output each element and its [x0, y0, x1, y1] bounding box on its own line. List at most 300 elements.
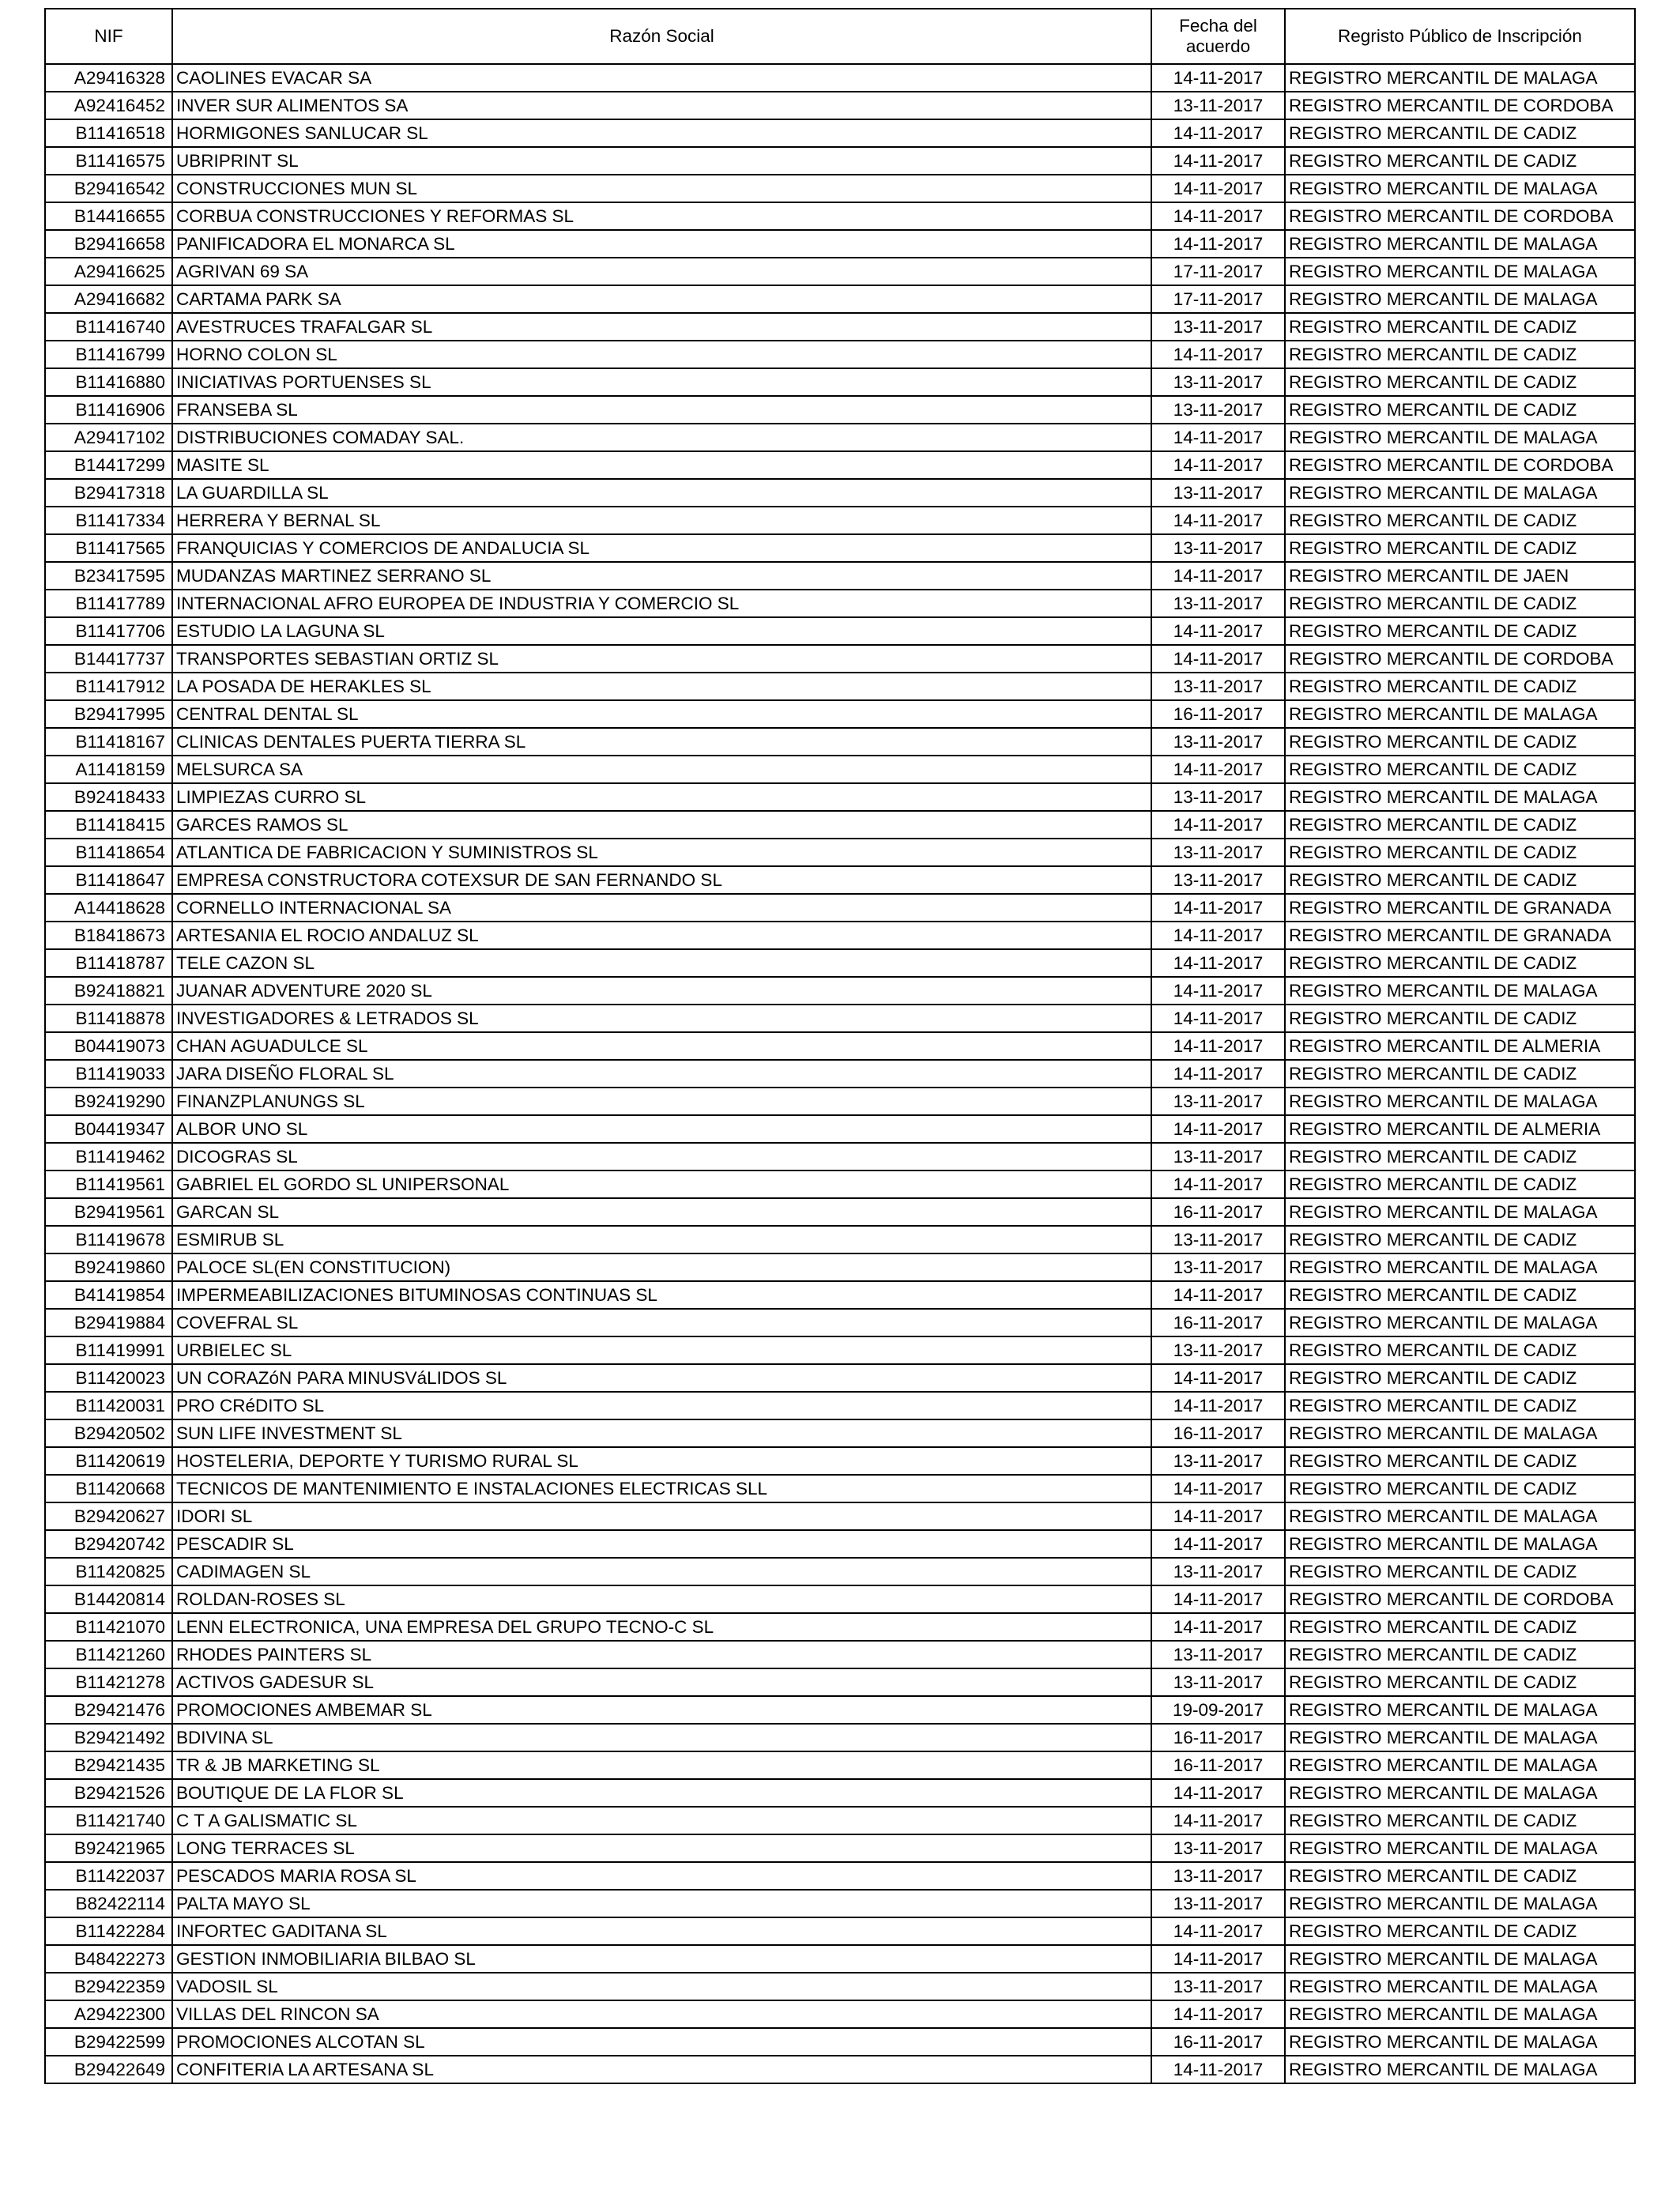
cell-razon-social: PROMOCIONES ALCOTAN SL: [172, 2028, 1151, 2056]
cell-registro: REGISTRO MERCANTIL DE MALAGA: [1285, 977, 1635, 1005]
cell-razon-social: INVER SUR ALIMENTOS SA: [172, 92, 1151, 119]
cell-fecha: 13-11-2017: [1151, 1226, 1285, 1253]
cell-nif: B11420619: [45, 1447, 172, 1475]
cell-fecha: 13-11-2017: [1151, 1447, 1285, 1475]
cell-nif: B11421070: [45, 1613, 172, 1641]
table-row: [45, 396, 1635, 424]
table-row: [45, 202, 1635, 230]
cell-nif: B29421526: [45, 1779, 172, 1807]
table-row: [45, 1364, 1635, 1392]
cell-fecha: 14-11-2017: [1151, 811, 1285, 839]
cell-nif: A29417102: [45, 424, 172, 451]
cell-nif: B92419860: [45, 1253, 172, 1281]
cell-fecha: 13-11-2017: [1151, 783, 1285, 811]
header-nif: NIF: [45, 9, 172, 64]
cell-registro: REGISTRO MERCANTIL DE CADIZ: [1285, 1226, 1635, 1253]
cell-nif: B11421740: [45, 1807, 172, 1834]
table-row: [45, 1171, 1635, 1198]
cell-registro: REGISTRO MERCANTIL DE MALAGA: [1285, 1973, 1635, 2000]
cell-fecha: 14-11-2017: [1151, 1171, 1285, 1198]
cell-registro: REGISTRO MERCANTIL DE CADIZ: [1285, 534, 1635, 562]
table-row: [45, 64, 1635, 92]
table-row: [45, 1060, 1635, 1088]
table-row: [45, 1917, 1635, 1945]
table-row: [45, 1281, 1635, 1309]
cell-nif: B29416542: [45, 175, 172, 202]
cell-nif: B82422114: [45, 1890, 172, 1917]
cell-razon-social: CONFITERIA LA ARTESANA SL: [172, 2056, 1151, 2083]
cell-fecha: 14-11-2017: [1151, 1392, 1285, 1419]
cell-razon-social: PESCADIR SL: [172, 1530, 1151, 1558]
cell-razon-social: GARCES RAMOS SL: [172, 811, 1151, 839]
cell-registro: REGISTRO MERCANTIL DE MALAGA: [1285, 285, 1635, 313]
cell-nif: B14420814: [45, 1585, 172, 1613]
cell-nif: B29421492: [45, 1724, 172, 1751]
table-row: [45, 1807, 1635, 1834]
table-row: [45, 1696, 1635, 1724]
cell-razon-social: CLINICAS DENTALES PUERTA TIERRA SL: [172, 728, 1151, 756]
table-row: [45, 1226, 1635, 1253]
table-row: [45, 2000, 1635, 2028]
table-row: [45, 1585, 1635, 1613]
cell-fecha: 13-11-2017: [1151, 839, 1285, 866]
cell-nif: A29416328: [45, 64, 172, 92]
table-row: [45, 839, 1635, 866]
cell-registro: REGISTRO MERCANTIL DE MALAGA: [1285, 1945, 1635, 1973]
cell-nif: B29422649: [45, 2056, 172, 2083]
cell-fecha: 14-11-2017: [1151, 756, 1285, 783]
table-row: [45, 756, 1635, 783]
cell-nif: B11417565: [45, 534, 172, 562]
table-row: [45, 1641, 1635, 1668]
cell-registro: REGISTRO MERCANTIL DE CADIZ: [1285, 1281, 1635, 1309]
table-row: [45, 92, 1635, 119]
table-row: [45, 1115, 1635, 1143]
cell-nif: B11417334: [45, 507, 172, 534]
cell-registro: REGISTRO MERCANTIL DE JAEN: [1285, 562, 1635, 590]
cell-fecha: 16-11-2017: [1151, 1751, 1285, 1779]
cell-razon-social: ACTIVOS GADESUR SL: [172, 1668, 1151, 1696]
cell-nif: B92418433: [45, 783, 172, 811]
cell-fecha: 14-11-2017: [1151, 175, 1285, 202]
cell-nif: B11417912: [45, 673, 172, 700]
cell-fecha: 14-11-2017: [1151, 645, 1285, 673]
cell-razon-social: IMPERMEABILIZACIONES BITUMINOSAS CONTINUAS SL: [172, 1281, 1151, 1309]
cell-registro: REGISTRO MERCANTIL DE MALAGA: [1285, 1779, 1635, 1807]
cell-fecha: 13-11-2017: [1151, 1973, 1285, 2000]
cell-fecha: 16-11-2017: [1151, 1198, 1285, 1226]
cell-registro: REGISTRO MERCANTIL DE CADIZ: [1285, 590, 1635, 617]
table-row: [45, 230, 1635, 258]
cell-registro: REGISTRO MERCANTIL DE CORDOBA: [1285, 202, 1635, 230]
cell-fecha: 13-11-2017: [1151, 313, 1285, 341]
cell-razon-social: TRANSPORTES SEBASTIAN ORTIZ SL: [172, 645, 1151, 673]
cell-razon-social: URBIELEC SL: [172, 1336, 1151, 1364]
cell-fecha: 14-11-2017: [1151, 894, 1285, 922]
cell-registro: REGISTRO MERCANTIL DE CADIZ: [1285, 147, 1635, 175]
table-row: [45, 1890, 1635, 1917]
cell-nif: B11416880: [45, 368, 172, 396]
cell-registro: REGISTRO MERCANTIL DE CORDOBA: [1285, 451, 1635, 479]
cell-fecha: 14-11-2017: [1151, 1281, 1285, 1309]
cell-nif: B29421476: [45, 1696, 172, 1724]
cell-razon-social: BDIVINA SL: [172, 1724, 1151, 1751]
cell-registro: REGISTRO MERCANTIL DE CADIZ: [1285, 368, 1635, 396]
cell-registro: REGISTRO MERCANTIL DE CADIZ: [1285, 1613, 1635, 1641]
cell-razon-social: JUANAR ADVENTURE 2020 SL: [172, 977, 1151, 1005]
cell-razon-social: GABRIEL EL GORDO SL UNIPERSONAL: [172, 1171, 1151, 1198]
cell-fecha: 13-11-2017: [1151, 1088, 1285, 1115]
cell-registro: REGISTRO MERCANTIL DE CADIZ: [1285, 341, 1635, 368]
cell-razon-social: ROLDAN-ROSES SL: [172, 1585, 1151, 1613]
cell-razon-social: INFORTEC GADITANA SL: [172, 1917, 1151, 1945]
table-row: [45, 1447, 1635, 1475]
cell-registro: REGISTRO MERCANTIL DE ALMERIA: [1285, 1032, 1635, 1060]
cell-registro: REGISTRO MERCANTIL DE CADIZ: [1285, 949, 1635, 977]
cell-fecha: 13-11-2017: [1151, 92, 1285, 119]
cell-nif: B11418647: [45, 866, 172, 894]
table-row: [45, 673, 1635, 700]
cell-registro: REGISTRO MERCANTIL DE CADIZ: [1285, 728, 1635, 756]
cell-fecha: 13-11-2017: [1151, 1336, 1285, 1364]
cell-fecha: 16-11-2017: [1151, 2028, 1285, 2056]
cell-razon-social: PALTA MAYO SL: [172, 1890, 1151, 1917]
table-row: [45, 1530, 1635, 1558]
cell-registro: REGISTRO MERCANTIL DE CADIZ: [1285, 1447, 1635, 1475]
cell-razon-social: CONSTRUCCIONES MUN SL: [172, 175, 1151, 202]
cell-razon-social: PROMOCIONES AMBEMAR SL: [172, 1696, 1151, 1724]
cell-nif: B14417299: [45, 451, 172, 479]
cell-nif: B11418654: [45, 839, 172, 866]
cell-nif: B23417595: [45, 562, 172, 590]
cell-razon-social: COVEFRAL SL: [172, 1309, 1151, 1336]
cell-razon-social: ATLANTICA DE FABRICACION Y SUMINISTROS SL: [172, 839, 1151, 866]
cell-nif: B29416658: [45, 230, 172, 258]
cell-razon-social: GESTION INMOBILIARIA BILBAO SL: [172, 1945, 1151, 1973]
table-row: [45, 1253, 1635, 1281]
cell-razon-social: TECNICOS DE MANTENIMIENTO E INSTALACIONES ELECTRICAS SLL: [172, 1475, 1151, 1502]
cell-registro: REGISTRO MERCANTIL DE CADIZ: [1285, 1364, 1635, 1392]
cell-nif: B29422359: [45, 1973, 172, 2000]
table-row: [45, 590, 1635, 617]
cell-registro: REGISTRO MERCANTIL DE CADIZ: [1285, 1143, 1635, 1171]
cell-nif: B11422037: [45, 1862, 172, 1890]
table-row: [45, 1862, 1635, 1890]
cell-razon-social: JARA DISEÑO FLORAL SL: [172, 1060, 1151, 1088]
cell-fecha: 14-11-2017: [1151, 147, 1285, 175]
cell-razon-social: AGRIVAN 69 SA: [172, 258, 1151, 285]
cell-nif: B92419290: [45, 1088, 172, 1115]
table-row: [45, 1419, 1635, 1447]
cell-nif: B11418415: [45, 811, 172, 839]
table-row: [45, 424, 1635, 451]
cell-nif: B29419884: [45, 1309, 172, 1336]
cell-razon-social: HERRERA Y BERNAL SL: [172, 507, 1151, 534]
table-row: [45, 1502, 1635, 1530]
table-row: [45, 1613, 1635, 1641]
cell-nif: B11419678: [45, 1226, 172, 1253]
cell-fecha: 13-11-2017: [1151, 1668, 1285, 1696]
cell-razon-social: DICOGRAS SL: [172, 1143, 1151, 1171]
cell-registro: REGISTRO MERCANTIL DE MALAGA: [1285, 258, 1635, 285]
cell-registro: REGISTRO MERCANTIL DE CADIZ: [1285, 1668, 1635, 1696]
cell-registro: REGISTRO MERCANTIL DE CADIZ: [1285, 617, 1635, 645]
cell-registro: REGISTRO MERCANTIL DE ALMERIA: [1285, 1115, 1635, 1143]
header-row: [45, 9, 1635, 64]
cell-registro: REGISTRO MERCANTIL DE MALAGA: [1285, 1088, 1635, 1115]
cell-nif: B29417318: [45, 479, 172, 507]
cell-registro: REGISTRO MERCANTIL DE MALAGA: [1285, 1834, 1635, 1862]
cell-nif: A11418159: [45, 756, 172, 783]
cell-fecha: 19-09-2017: [1151, 1696, 1285, 1724]
cell-razon-social: LENN ELECTRONICA, UNA EMPRESA DEL GRUPO TECNO-C SL: [172, 1613, 1151, 1641]
cell-registro: REGISTRO MERCANTIL DE CADIZ: [1285, 1862, 1635, 1890]
cell-fecha: 14-11-2017: [1151, 341, 1285, 368]
cell-registro: REGISTRO MERCANTIL DE CADIZ: [1285, 866, 1635, 894]
cell-fecha: 14-11-2017: [1151, 1945, 1285, 1973]
cell-registro: REGISTRO MERCANTIL DE MALAGA: [1285, 64, 1635, 92]
cell-nif: B11420023: [45, 1364, 172, 1392]
cell-razon-social: ARTESANIA EL ROCIO ANDALUZ SL: [172, 922, 1151, 949]
table-row: [45, 2056, 1635, 2083]
cell-fecha: 13-11-2017: [1151, 1253, 1285, 1281]
cell-registro: REGISTRO MERCANTIL DE CORDOBA: [1285, 645, 1635, 673]
cell-fecha: 17-11-2017: [1151, 285, 1285, 313]
cell-nif: B29420742: [45, 1530, 172, 1558]
cell-razon-social: HORMIGONES SANLUCAR SL: [172, 119, 1151, 147]
cell-fecha: 13-11-2017: [1151, 479, 1285, 507]
cell-registro: REGISTRO MERCANTIL DE CADIZ: [1285, 313, 1635, 341]
cell-nif: B41419854: [45, 1281, 172, 1309]
table-row: [45, 1309, 1635, 1336]
cell-razon-social: C T A GALISMATIC SL: [172, 1807, 1151, 1834]
cell-razon-social: INTERNACIONAL AFRO EUROPEA DE INDUSTRIA Y COMERCIO SL: [172, 590, 1151, 617]
table-row: [45, 1558, 1635, 1585]
cell-fecha: 14-11-2017: [1151, 1502, 1285, 1530]
cell-nif: B48422273: [45, 1945, 172, 1973]
table-row: [45, 119, 1635, 147]
cell-nif: B14416655: [45, 202, 172, 230]
cell-fecha: 16-11-2017: [1151, 1724, 1285, 1751]
cell-nif: B11418787: [45, 949, 172, 977]
cell-registro: REGISTRO MERCANTIL DE MALAGA: [1285, 1253, 1635, 1281]
table-row: [45, 1834, 1635, 1862]
cell-razon-social: LA POSADA DE HERAKLES SL: [172, 673, 1151, 700]
table-row: [45, 534, 1635, 562]
table-row: [45, 479, 1635, 507]
registry-table: [44, 8, 1636, 2084]
cell-nif: B11419033: [45, 1060, 172, 1088]
cell-razon-social: PESCADOS MARIA ROSA SL: [172, 1862, 1151, 1890]
cell-nif: A29416625: [45, 258, 172, 285]
cell-fecha: 14-11-2017: [1151, 1005, 1285, 1032]
cell-nif: B11418167: [45, 728, 172, 756]
cell-fecha: 14-11-2017: [1151, 1032, 1285, 1060]
cell-registro: REGISTRO MERCANTIL DE CADIZ: [1285, 839, 1635, 866]
cell-registro: REGISTRO MERCANTIL DE MALAGA: [1285, 1419, 1635, 1447]
cell-registro: REGISTRO MERCANTIL DE CADIZ: [1285, 1392, 1635, 1419]
table-row: [45, 1751, 1635, 1779]
cell-fecha: 16-11-2017: [1151, 1419, 1285, 1447]
cell-fecha: 16-11-2017: [1151, 1309, 1285, 1336]
cell-nif: B11420825: [45, 1558, 172, 1585]
cell-fecha: 14-11-2017: [1151, 617, 1285, 645]
table-row: [45, 1088, 1635, 1115]
cell-nif: B11417706: [45, 617, 172, 645]
cell-razon-social: TELE CAZON SL: [172, 949, 1151, 977]
table-row: [45, 949, 1635, 977]
cell-razon-social: HOSTELERIA, DEPORTE Y TURISMO RURAL SL: [172, 1447, 1151, 1475]
table-row: [45, 258, 1635, 285]
cell-fecha: 13-11-2017: [1151, 1143, 1285, 1171]
cell-registro: REGISTRO MERCANTIL DE CADIZ: [1285, 396, 1635, 424]
table-row: [45, 1779, 1635, 1807]
cell-razon-social: MELSURCA SA: [172, 756, 1151, 783]
cell-razon-social: SUN LIFE INVESTMENT SL: [172, 1419, 1151, 1447]
table-row: [45, 1724, 1635, 1751]
cell-nif: A29422300: [45, 2000, 172, 2028]
cell-razon-social: CARTAMA PARK SA: [172, 285, 1151, 313]
table-row: [45, 1005, 1635, 1032]
cell-registro: REGISTRO MERCANTIL DE CADIZ: [1285, 1060, 1635, 1088]
cell-razon-social: CAOLINES EVACAR SA: [172, 64, 1151, 92]
cell-registro: REGISTRO MERCANTIL DE MALAGA: [1285, 1696, 1635, 1724]
cell-nif: B11419991: [45, 1336, 172, 1364]
cell-registro: REGISTRO MERCANTIL DE MALAGA: [1285, 2056, 1635, 2083]
cell-fecha: 14-11-2017: [1151, 451, 1285, 479]
cell-fecha: 14-11-2017: [1151, 1060, 1285, 1088]
table-row: [45, 1032, 1635, 1060]
cell-nif: B11421278: [45, 1668, 172, 1696]
cell-registro: REGISTRO MERCANTIL DE CADIZ: [1285, 811, 1635, 839]
table-row: [45, 645, 1635, 673]
cell-razon-social: CADIMAGEN SL: [172, 1558, 1151, 1585]
table-row: [45, 1198, 1635, 1226]
table-row: [45, 1392, 1635, 1419]
cell-razon-social: LONG TERRACES SL: [172, 1834, 1151, 1862]
cell-fecha: 14-11-2017: [1151, 922, 1285, 949]
table-row: [45, 728, 1635, 756]
table-row: [45, 922, 1635, 949]
table-row: [45, 507, 1635, 534]
cell-registro: REGISTRO MERCANTIL DE MALAGA: [1285, 1724, 1635, 1751]
cell-fecha: 14-11-2017: [1151, 64, 1285, 92]
cell-fecha: 14-11-2017: [1151, 1475, 1285, 1502]
cell-registro: REGISTRO MERCANTIL DE CADIZ: [1285, 673, 1635, 700]
header-registro: Regristo Público de Inscripción: [1285, 9, 1635, 64]
cell-razon-social: PRO CRéDITO SL: [172, 1392, 1151, 1419]
table-row: [45, 700, 1635, 728]
table-row: [45, 977, 1635, 1005]
cell-fecha: 14-11-2017: [1151, 1807, 1285, 1834]
cell-registro: REGISTRO MERCANTIL DE MALAGA: [1285, 479, 1635, 507]
cell-razon-social: DISTRIBUCIONES COMADAY SAL.: [172, 424, 1151, 451]
cell-registro: REGISTRO MERCANTIL DE MALAGA: [1285, 1530, 1635, 1558]
cell-fecha: 13-11-2017: [1151, 534, 1285, 562]
cell-registro: REGISTRO MERCANTIL DE CADIZ: [1285, 1558, 1635, 1585]
table-row: [45, 368, 1635, 396]
cell-registro: REGISTRO MERCANTIL DE CADIZ: [1285, 507, 1635, 534]
header-razon-social: Razón Social: [172, 9, 1151, 64]
table-row: [45, 285, 1635, 313]
cell-fecha: 13-11-2017: [1151, 1862, 1285, 1890]
cell-registro: REGISTRO MERCANTIL DE CADIZ: [1285, 1005, 1635, 1032]
cell-razon-social: CENTRAL DENTAL SL: [172, 700, 1151, 728]
cell-registro: REGISTRO MERCANTIL DE CADIZ: [1285, 1475, 1635, 1502]
cell-registro: REGISTRO MERCANTIL DE CADIZ: [1285, 119, 1635, 147]
cell-registro: REGISTRO MERCANTIL DE MALAGA: [1285, 700, 1635, 728]
header-fecha-acuerdo: Fecha del acuerdo: [1151, 9, 1285, 64]
table-row: [45, 1475, 1635, 1502]
cell-registro: REGISTRO MERCANTIL DE MALAGA: [1285, 1751, 1635, 1779]
table-row: [45, 147, 1635, 175]
cell-razon-social: EMPRESA CONSTRUCTORA COTEXSUR DE SAN FERNANDO SL: [172, 866, 1151, 894]
table-header: [45, 9, 1635, 64]
cell-nif: B11416518: [45, 119, 172, 147]
cell-nif: B29417995: [45, 700, 172, 728]
table-row: [45, 1336, 1635, 1364]
cell-fecha: 14-11-2017: [1151, 1530, 1285, 1558]
cell-fecha: 13-11-2017: [1151, 1558, 1285, 1585]
cell-fecha: 14-11-2017: [1151, 977, 1285, 1005]
cell-fecha: 14-11-2017: [1151, 119, 1285, 147]
cell-nif: B04419347: [45, 1115, 172, 1143]
cell-nif: B92421965: [45, 1834, 172, 1862]
cell-nif: B29420627: [45, 1502, 172, 1530]
table-row: [45, 175, 1635, 202]
cell-registro: REGISTRO MERCANTIL DE CORDOBA: [1285, 92, 1635, 119]
cell-razon-social: UBRIPRINT SL: [172, 147, 1151, 175]
cell-nif: B14417737: [45, 645, 172, 673]
cell-razon-social: LIMPIEZAS CURRO SL: [172, 783, 1151, 811]
table-row: [45, 1143, 1635, 1171]
cell-registro: REGISTRO MERCANTIL DE GRANADA: [1285, 894, 1635, 922]
cell-fecha: 14-11-2017: [1151, 1779, 1285, 1807]
cell-registro: REGISTRO MERCANTIL DE CADIZ: [1285, 1171, 1635, 1198]
cell-registro: REGISTRO MERCANTIL DE CADIZ: [1285, 1641, 1635, 1668]
cell-fecha: 14-11-2017: [1151, 949, 1285, 977]
cell-registro: REGISTRO MERCANTIL DE MALAGA: [1285, 1198, 1635, 1226]
cell-fecha: 16-11-2017: [1151, 700, 1285, 728]
cell-razon-social: RHODES PAINTERS SL: [172, 1641, 1151, 1668]
cell-fecha: 13-11-2017: [1151, 1890, 1285, 1917]
cell-registro: REGISTRO MERCANTIL DE CADIZ: [1285, 1336, 1635, 1364]
table-row: [45, 451, 1635, 479]
cell-razon-social: UN CORAZóN PARA MINUSVáLIDOS SL: [172, 1364, 1151, 1392]
cell-nif: B11417789: [45, 590, 172, 617]
cell-fecha: 14-11-2017: [1151, 1585, 1285, 1613]
cell-registro: REGISTRO MERCANTIL DE MALAGA: [1285, 2000, 1635, 2028]
cell-nif: B29419561: [45, 1198, 172, 1226]
cell-nif: B04419073: [45, 1032, 172, 1060]
cell-fecha: 14-11-2017: [1151, 1364, 1285, 1392]
cell-razon-social: CORNELLO INTERNACIONAL SA: [172, 894, 1151, 922]
cell-razon-social: CORBUA CONSTRUCCIONES Y REFORMAS SL: [172, 202, 1151, 230]
cell-nif: B11416575: [45, 147, 172, 175]
cell-razon-social: INVESTIGADORES & LETRADOS SL: [172, 1005, 1151, 1032]
table-row: [45, 2028, 1635, 2056]
cell-razon-social: TR & JB MARKETING SL: [172, 1751, 1151, 1779]
cell-fecha: 14-11-2017: [1151, 202, 1285, 230]
cell-razon-social: AVESTRUCES TRAFALGAR SL: [172, 313, 1151, 341]
table-row: [45, 562, 1635, 590]
cell-fecha: 13-11-2017: [1151, 866, 1285, 894]
table-row: [45, 894, 1635, 922]
cell-nif: A14418628: [45, 894, 172, 922]
table-row: [45, 811, 1635, 839]
cell-razon-social: ESTUDIO LA LAGUNA SL: [172, 617, 1151, 645]
cell-nif: B11421260: [45, 1641, 172, 1668]
